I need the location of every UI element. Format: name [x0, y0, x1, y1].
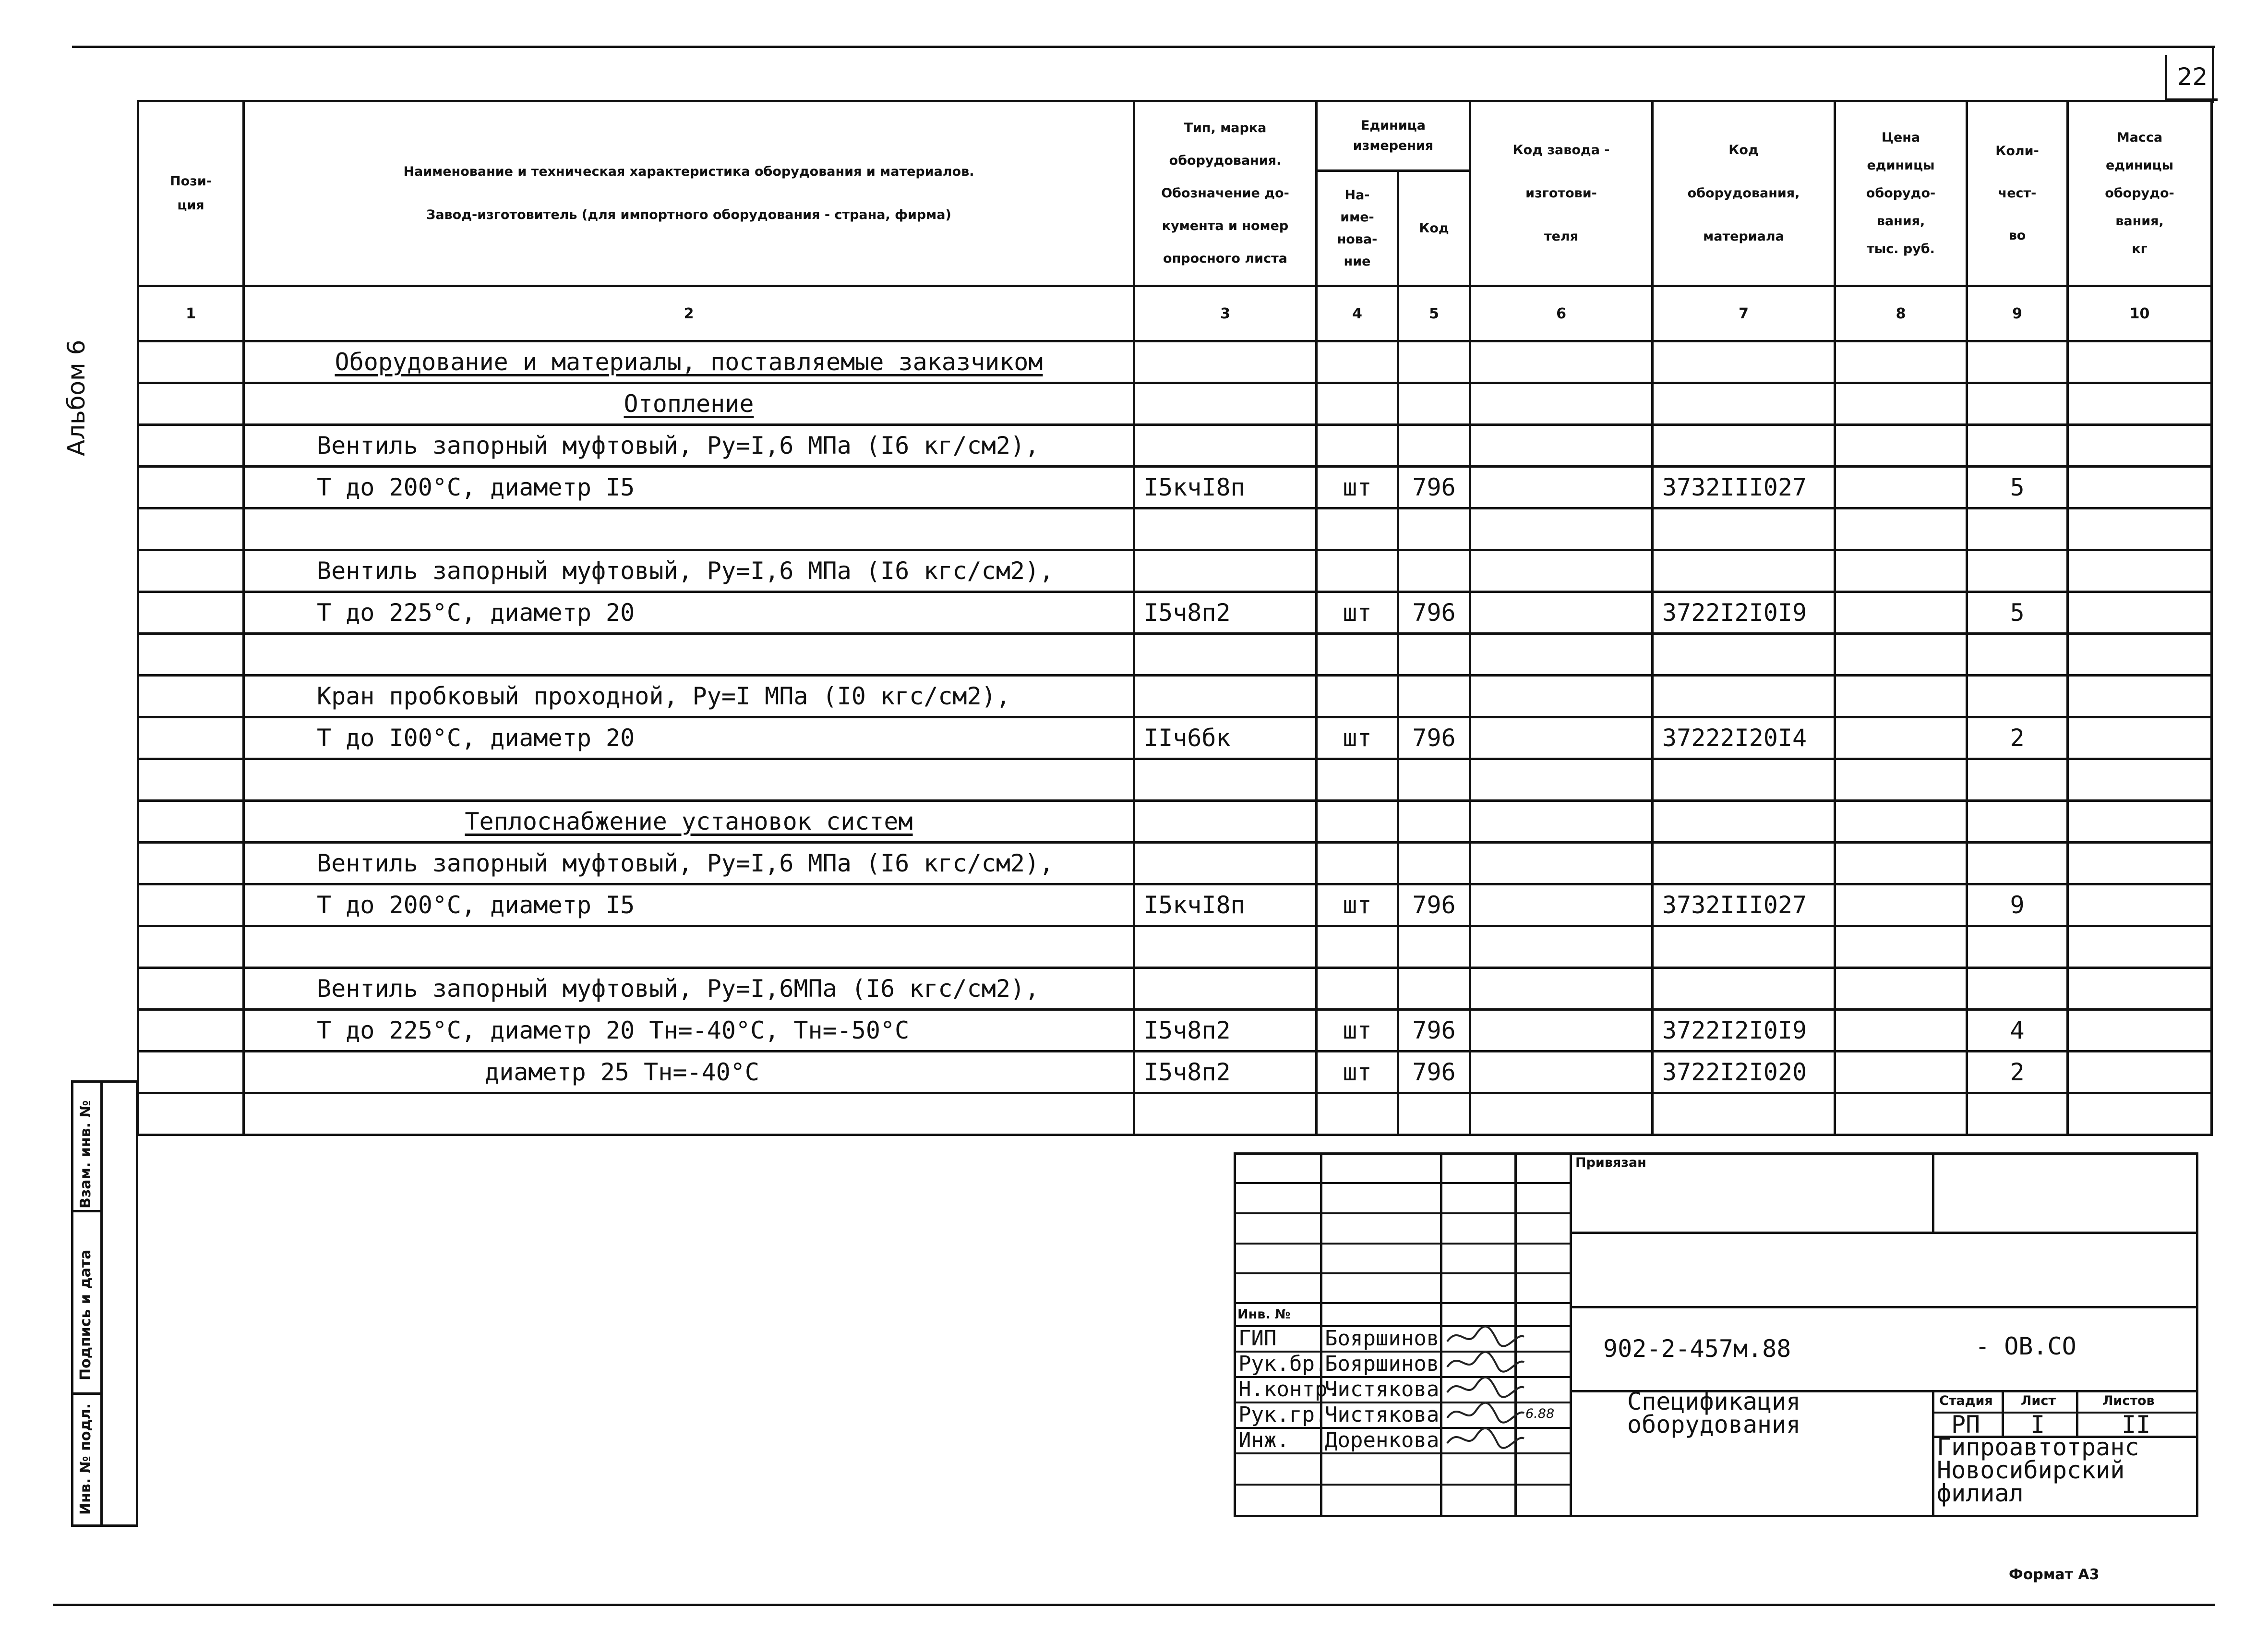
material-code-cell: 3722I2I020 — [1653, 1052, 1835, 1093]
material-code-cell — [1653, 1093, 1835, 1135]
tb-role: Рук.бр. — [1238, 1352, 1328, 1376]
type-cell — [1134, 383, 1317, 425]
header-material-code: Код оборудования, материала — [1653, 101, 1835, 286]
position-cell — [138, 1093, 244, 1135]
tb-line — [1570, 1232, 2198, 1234]
type-cell: I5ч8п2 — [1134, 1010, 1317, 1052]
position-cell — [138, 550, 244, 592]
quantity-cell — [1967, 968, 2068, 1010]
signature-icon — [1445, 1399, 1526, 1427]
tb-organization: Гипроавтотранс Новосибирский филиал — [1937, 1433, 2139, 1507]
unit-cell — [1317, 341, 1398, 383]
quantity-cell — [1967, 676, 2068, 717]
mass-cell — [2068, 759, 2212, 801]
tb-line — [1234, 1182, 1570, 1184]
position-cell — [138, 759, 244, 801]
quantity-cell — [1967, 550, 2068, 592]
price-cell — [1835, 508, 1967, 550]
table-row — [138, 1052, 2212, 1093]
table-row — [138, 968, 2212, 1010]
unit-code-cell: 796 — [1398, 717, 1470, 759]
table-row — [138, 341, 2212, 383]
quantity-cell — [1967, 425, 2068, 467]
col-number: 9 — [1967, 286, 2068, 341]
type-cell — [1134, 634, 1317, 676]
position-cell — [138, 884, 244, 926]
name-cell: Т до 225°С, диаметр 20 — [244, 592, 1134, 634]
specification-table — [137, 100, 2213, 1136]
type-cell — [1134, 968, 1317, 1010]
tb-line — [1570, 1306, 2198, 1308]
mass-cell — [2068, 676, 2212, 717]
type-cell — [1134, 926, 1317, 968]
name-cell: Кран пробковый проходной, Ру=I МПа (I0 кгс/см2), — [244, 676, 1134, 717]
price-cell — [1835, 383, 1967, 425]
tb-role: Инж. — [1238, 1428, 1289, 1452]
tb-doc-suffix: - ОВ.СО — [1975, 1332, 2076, 1360]
quantity-cell: 5 — [1967, 592, 2068, 634]
unit-cell — [1317, 968, 1398, 1010]
position-cell — [138, 508, 244, 550]
side-stamp-divider — [100, 1083, 103, 1524]
header-name: Наименование и техническая характеристика оборудования и материалов. Завод-изготовитель (для импортного оборудования - страна, фирма) — [244, 101, 1134, 286]
tb-person-name: Бояршинов — [1325, 1352, 1440, 1376]
tb-line — [1440, 1152, 1442, 1517]
side-stamp — [71, 1080, 138, 1527]
quantity-cell — [1967, 341, 2068, 383]
material-code-cell: 3722I2I0I9 — [1653, 592, 1835, 634]
header-position: Пози- ция — [138, 101, 244, 286]
header-mass: Масса единицы оборудо- вания, кг — [2068, 101, 2212, 286]
unit-cell — [1317, 508, 1398, 550]
sheet-number: 22 — [2165, 55, 2218, 101]
quantity-cell — [1967, 801, 2068, 843]
position-cell — [138, 968, 244, 1010]
unit-code-cell — [1398, 926, 1470, 968]
name-cell — [244, 1093, 1134, 1135]
mass-cell — [2068, 592, 2212, 634]
tb-line — [1234, 1212, 1570, 1214]
factory-code-cell — [1470, 843, 1653, 884]
factory-code-cell — [1470, 1052, 1653, 1093]
price-cell — [1835, 467, 1967, 508]
side-stamp-podpis: Подпись и дата — [77, 1249, 94, 1380]
mass-cell — [2068, 1093, 2212, 1135]
mass-cell — [2068, 926, 2212, 968]
table-row — [138, 801, 2212, 843]
material-code-cell: 3722I2I0I9 — [1653, 1010, 1835, 1052]
unit-cell — [1317, 634, 1398, 676]
col-number: 3 — [1134, 286, 1317, 341]
tb-line — [1234, 1152, 1236, 1517]
material-code-cell: 37222I20I4 — [1653, 717, 1835, 759]
type-cell — [1134, 843, 1317, 884]
signature-icon — [1445, 1373, 1526, 1402]
col-number: 8 — [1835, 286, 1967, 341]
table-row — [138, 843, 2212, 884]
type-cell — [1134, 676, 1317, 717]
position-cell — [138, 634, 244, 676]
unit-code-cell — [1398, 759, 1470, 801]
tb-inv-no: Инв. № — [1237, 1307, 1291, 1322]
tb-doc-code: 902-2-457м.88 — [1603, 1335, 1791, 1363]
factory-code-cell — [1470, 759, 1653, 801]
tb-privyazan: Привязан — [1575, 1155, 1646, 1170]
name-cell — [244, 926, 1134, 968]
header-unit-name: На- име- нова- ние — [1317, 171, 1398, 286]
position-cell — [138, 383, 244, 425]
mass-cell — [2068, 550, 2212, 592]
type-cell: I5ч8п2 — [1134, 1052, 1317, 1093]
tb-line — [1234, 1272, 1570, 1274]
material-code-cell — [1653, 759, 1835, 801]
section-heading: Оборудование и материалы, поставляемые заказчиком — [335, 348, 1043, 376]
factory-code-cell — [1470, 467, 1653, 508]
table-row — [138, 717, 2212, 759]
price-cell — [1835, 550, 1967, 592]
header-factory-code: Код завода - изготови- теля — [1470, 101, 1653, 286]
unit-code-cell — [1398, 1093, 1470, 1135]
factory-code-cell — [1470, 341, 1653, 383]
header-type: Тип, марка оборудования. Обозначение до- кумента и номер опросного листа — [1134, 101, 1317, 286]
unit-cell: шт — [1317, 884, 1398, 926]
table-row — [138, 884, 2212, 926]
factory-code-cell — [1470, 926, 1653, 968]
position-cell — [138, 1052, 244, 1093]
position-cell — [138, 425, 244, 467]
table-row — [138, 1010, 2212, 1052]
mass-cell — [2068, 968, 2212, 1010]
table-row — [138, 508, 2212, 550]
position-cell — [138, 843, 244, 884]
price-cell — [1835, 1052, 1967, 1093]
material-code-cell — [1653, 676, 1835, 717]
mass-cell — [2068, 843, 2212, 884]
tb-person-name: Доренкова — [1325, 1428, 1440, 1452]
position-cell — [138, 717, 244, 759]
tb-person-name: Бояршинов — [1325, 1326, 1440, 1351]
header-unit-group: Единица измерения — [1317, 101, 1470, 171]
signature-icon — [1445, 1348, 1526, 1377]
price-cell — [1835, 717, 1967, 759]
quantity-cell — [1967, 1093, 2068, 1135]
mass-cell — [2068, 425, 2212, 467]
material-code-cell — [1653, 801, 1835, 843]
unit-code-cell — [1398, 383, 1470, 425]
factory-code-cell — [1470, 1093, 1653, 1135]
side-stamp-inv-podl: Инв. № подл. — [77, 1403, 94, 1515]
unit-cell — [1317, 676, 1398, 717]
unit-cell — [1317, 926, 1398, 968]
name-cell: Т до 200°С, диаметр I5 — [244, 884, 1134, 926]
header-price: Цена единицы оборудо- вания, тыс. руб. — [1835, 101, 1967, 286]
unit-cell: шт — [1317, 1052, 1398, 1093]
name-cell — [244, 801, 1134, 843]
quantity-cell — [1967, 383, 2068, 425]
table-row — [138, 592, 2212, 634]
position-cell — [138, 467, 244, 508]
type-cell — [1134, 341, 1317, 383]
material-code-cell — [1653, 968, 1835, 1010]
quantity-cell — [1967, 843, 2068, 884]
header-row — [138, 101, 2212, 171]
factory-code-cell — [1470, 884, 1653, 926]
name-cell: диаметр 25 Тн=-40°С — [244, 1052, 1134, 1093]
price-cell — [1835, 801, 1967, 843]
tb-line — [2196, 1152, 2198, 1517]
material-code-cell — [1653, 508, 1835, 550]
price-cell — [1835, 884, 1967, 926]
mass-cell — [2068, 341, 2212, 383]
quantity-cell: 2 — [1967, 717, 2068, 759]
material-code-cell — [1653, 341, 1835, 383]
col-number: 7 — [1653, 286, 1835, 341]
signature-icon — [1445, 1424, 1526, 1453]
type-cell: IIч6бк — [1134, 717, 1317, 759]
tb-line — [1570, 1152, 1572, 1517]
header-quantity: Коли- чест- во — [1967, 101, 2068, 286]
tb-sheets-label: Листов — [2102, 1393, 2155, 1408]
col-number: 2 — [244, 286, 1134, 341]
price-cell — [1835, 676, 1967, 717]
quantity-cell: 2 — [1967, 1052, 2068, 1093]
unit-cell — [1317, 383, 1398, 425]
mass-cell — [2068, 884, 2212, 926]
section-heading: Отопление — [624, 390, 754, 418]
mass-cell — [2068, 634, 2212, 676]
table-row — [138, 926, 2212, 968]
col-number: 1 — [138, 286, 244, 341]
price-cell — [1835, 926, 1967, 968]
tb-role: Рук.гр. — [1238, 1402, 1328, 1427]
material-code-cell — [1653, 425, 1835, 467]
mass-cell — [2068, 717, 2212, 759]
name-cell — [244, 341, 1134, 383]
table-row — [138, 676, 2212, 717]
name-cell: Т до 200°С, диаметр I5 — [244, 467, 1134, 508]
table-row — [138, 634, 2212, 676]
mass-cell — [2068, 1010, 2212, 1052]
factory-code-cell — [1470, 383, 1653, 425]
unit-code-cell: 796 — [1398, 1010, 1470, 1052]
name-cell — [244, 759, 1134, 801]
table-row — [138, 1093, 2212, 1135]
type-cell: I5ч8п2 — [1134, 592, 1317, 634]
type-cell — [1134, 550, 1317, 592]
mass-cell — [2068, 801, 2212, 843]
table-row — [138, 425, 2212, 467]
col-number: 6 — [1470, 286, 1653, 341]
top-border-line — [72, 46, 2215, 48]
name-cell: Т до I00°С, диаметр 20 — [244, 717, 1134, 759]
mass-cell — [2068, 508, 2212, 550]
factory-code-cell — [1470, 676, 1653, 717]
price-cell — [1835, 341, 1967, 383]
table-row — [138, 467, 2212, 508]
unit-code-cell: 796 — [1398, 467, 1470, 508]
unit-code-cell — [1398, 508, 1470, 550]
name-cell: Вентиль запорный муфтовый, Ру=I,6 МПа (I6 кгс/см2), — [244, 550, 1134, 592]
tb-stage: РП — [1951, 1411, 1980, 1438]
quantity-cell: 4 — [1967, 1010, 2068, 1052]
format-label: Формат А3 — [2009, 1566, 2100, 1583]
unit-code-cell: 796 — [1398, 1052, 1470, 1093]
position-cell — [138, 801, 244, 843]
name-cell: Вентиль запорный муфтовый, Ру=I,6 МПа (I6 кг/см2), — [244, 425, 1134, 467]
factory-code-cell — [1470, 801, 1653, 843]
material-code-cell — [1653, 550, 1835, 592]
album-label: Альбом 6 — [62, 339, 90, 456]
type-cell — [1134, 801, 1317, 843]
unit-cell: шт — [1317, 717, 1398, 759]
tb-sheet-label: Лист — [2021, 1393, 2056, 1408]
tb-date: 6.88 — [1525, 1406, 1555, 1421]
material-code-cell — [1653, 926, 1835, 968]
material-code-cell — [1653, 383, 1835, 425]
title-block — [1234, 1152, 2198, 1517]
position-cell — [138, 926, 244, 968]
table-row — [138, 383, 2212, 425]
mass-cell — [2068, 1052, 2212, 1093]
tb-line — [1234, 1243, 1570, 1245]
tb-line — [1234, 1152, 2198, 1155]
tb-person-name: Чистякова — [1325, 1402, 1440, 1427]
factory-code-cell — [1470, 592, 1653, 634]
unit-cell — [1317, 759, 1398, 801]
unit-code-cell — [1398, 801, 1470, 843]
material-code-cell — [1653, 843, 1835, 884]
unit-cell — [1317, 843, 1398, 884]
table-row — [138, 759, 2212, 801]
factory-code-cell — [1470, 1010, 1653, 1052]
unit-code-cell: 796 — [1398, 884, 1470, 926]
mass-cell — [2068, 467, 2212, 508]
unit-code-cell — [1398, 634, 1470, 676]
unit-code-cell — [1398, 550, 1470, 592]
factory-code-cell — [1470, 508, 1653, 550]
price-cell — [1835, 592, 1967, 634]
bottom-border-line — [53, 1604, 2215, 1606]
specification-body — [138, 341, 2212, 1135]
tb-line — [1932, 1152, 1934, 1232]
signature-icon — [1445, 1322, 1526, 1351]
tb-person-name: Чистякова — [1325, 1377, 1440, 1402]
unit-code-cell: 796 — [1398, 592, 1470, 634]
name-cell: Вентиль запорный муфтовый, Ру=I,6МПа (I6 кгс/см2), — [244, 968, 1134, 1010]
position-cell — [138, 1010, 244, 1052]
section-heading: Теплоснабжение установок систем — [465, 808, 913, 835]
unit-code-cell — [1398, 968, 1470, 1010]
unit-cell: шт — [1317, 592, 1398, 634]
unit-code-cell — [1398, 676, 1470, 717]
col-number: 10 — [2068, 286, 2212, 341]
price-cell — [1835, 968, 1967, 1010]
factory-code-cell — [1470, 968, 1653, 1010]
material-code-cell: 3732III027 — [1653, 884, 1835, 926]
quantity-cell — [1967, 634, 2068, 676]
name-cell — [244, 634, 1134, 676]
tb-role: ГИП — [1238, 1326, 1277, 1351]
unit-cell — [1317, 1093, 1398, 1135]
quantity-cell: 5 — [1967, 467, 2068, 508]
unit-cell: шт — [1317, 1010, 1398, 1052]
type-cell — [1134, 759, 1317, 801]
material-code-cell — [1653, 634, 1835, 676]
tb-line — [2076, 1390, 2078, 1436]
type-cell: I5кчI8п — [1134, 884, 1317, 926]
tb-line — [1320, 1152, 1322, 1517]
col-number: 4 — [1317, 286, 1398, 341]
tb-sheet: I — [2030, 1411, 2045, 1438]
unit-code-cell — [1398, 843, 1470, 884]
column-numbers-row — [138, 286, 2212, 341]
unit-cell — [1317, 801, 1398, 843]
factory-code-cell — [1470, 425, 1653, 467]
position-cell — [138, 676, 244, 717]
price-cell — [1835, 634, 1967, 676]
price-cell — [1835, 759, 1967, 801]
name-cell: Т до 225°С, диаметр 20 Тн=-40°С, Тн=-50°С — [244, 1010, 1134, 1052]
name-cell: Вентиль запорный муфтовый, Ру=I,6 МПа (I6 кгс/см2), — [244, 843, 1134, 884]
type-cell — [1134, 508, 1317, 550]
unit-code-cell — [1398, 341, 1470, 383]
tb-role: Н.контр. — [1238, 1377, 1340, 1402]
tb-line — [1234, 1515, 2198, 1517]
tb-line — [2002, 1390, 2004, 1436]
name-cell — [244, 383, 1134, 425]
position-cell — [138, 341, 244, 383]
factory-code-cell — [1470, 550, 1653, 592]
type-cell: I5кчI8п — [1134, 467, 1317, 508]
name-cell — [244, 508, 1134, 550]
quantity-cell — [1967, 508, 2068, 550]
tb-line — [1932, 1390, 1934, 1517]
price-cell — [1835, 1010, 1967, 1052]
material-code-cell: 3732III027 — [1653, 467, 1835, 508]
unit-code-cell — [1398, 425, 1470, 467]
tb-line — [1234, 1302, 1570, 1304]
mass-cell — [2068, 383, 2212, 425]
factory-code-cell — [1470, 634, 1653, 676]
unit-cell — [1317, 425, 1398, 467]
tb-line — [1234, 1484, 1570, 1486]
unit-cell: шт — [1317, 467, 1398, 508]
quantity-cell — [1967, 759, 2068, 801]
tb-sheets: II — [2122, 1411, 2151, 1438]
header-unit-code: Код — [1398, 171, 1470, 286]
quantity-cell: 9 — [1967, 884, 2068, 926]
price-cell — [1835, 843, 1967, 884]
quantity-cell — [1967, 926, 2068, 968]
type-cell — [1134, 425, 1317, 467]
side-stamp-vzam: Взам. инв. № — [77, 1100, 94, 1209]
tb-stage-label: Стадия — [1939, 1393, 1993, 1408]
tb-title: Спецификация оборудования — [1627, 1388, 1801, 1438]
position-cell — [138, 592, 244, 634]
price-cell — [1835, 425, 1967, 467]
unit-cell — [1317, 550, 1398, 592]
price-cell — [1835, 1093, 1967, 1135]
col-number: 5 — [1398, 286, 1470, 341]
table-row — [138, 550, 2212, 592]
type-cell — [1134, 1093, 1317, 1135]
factory-code-cell — [1470, 717, 1653, 759]
